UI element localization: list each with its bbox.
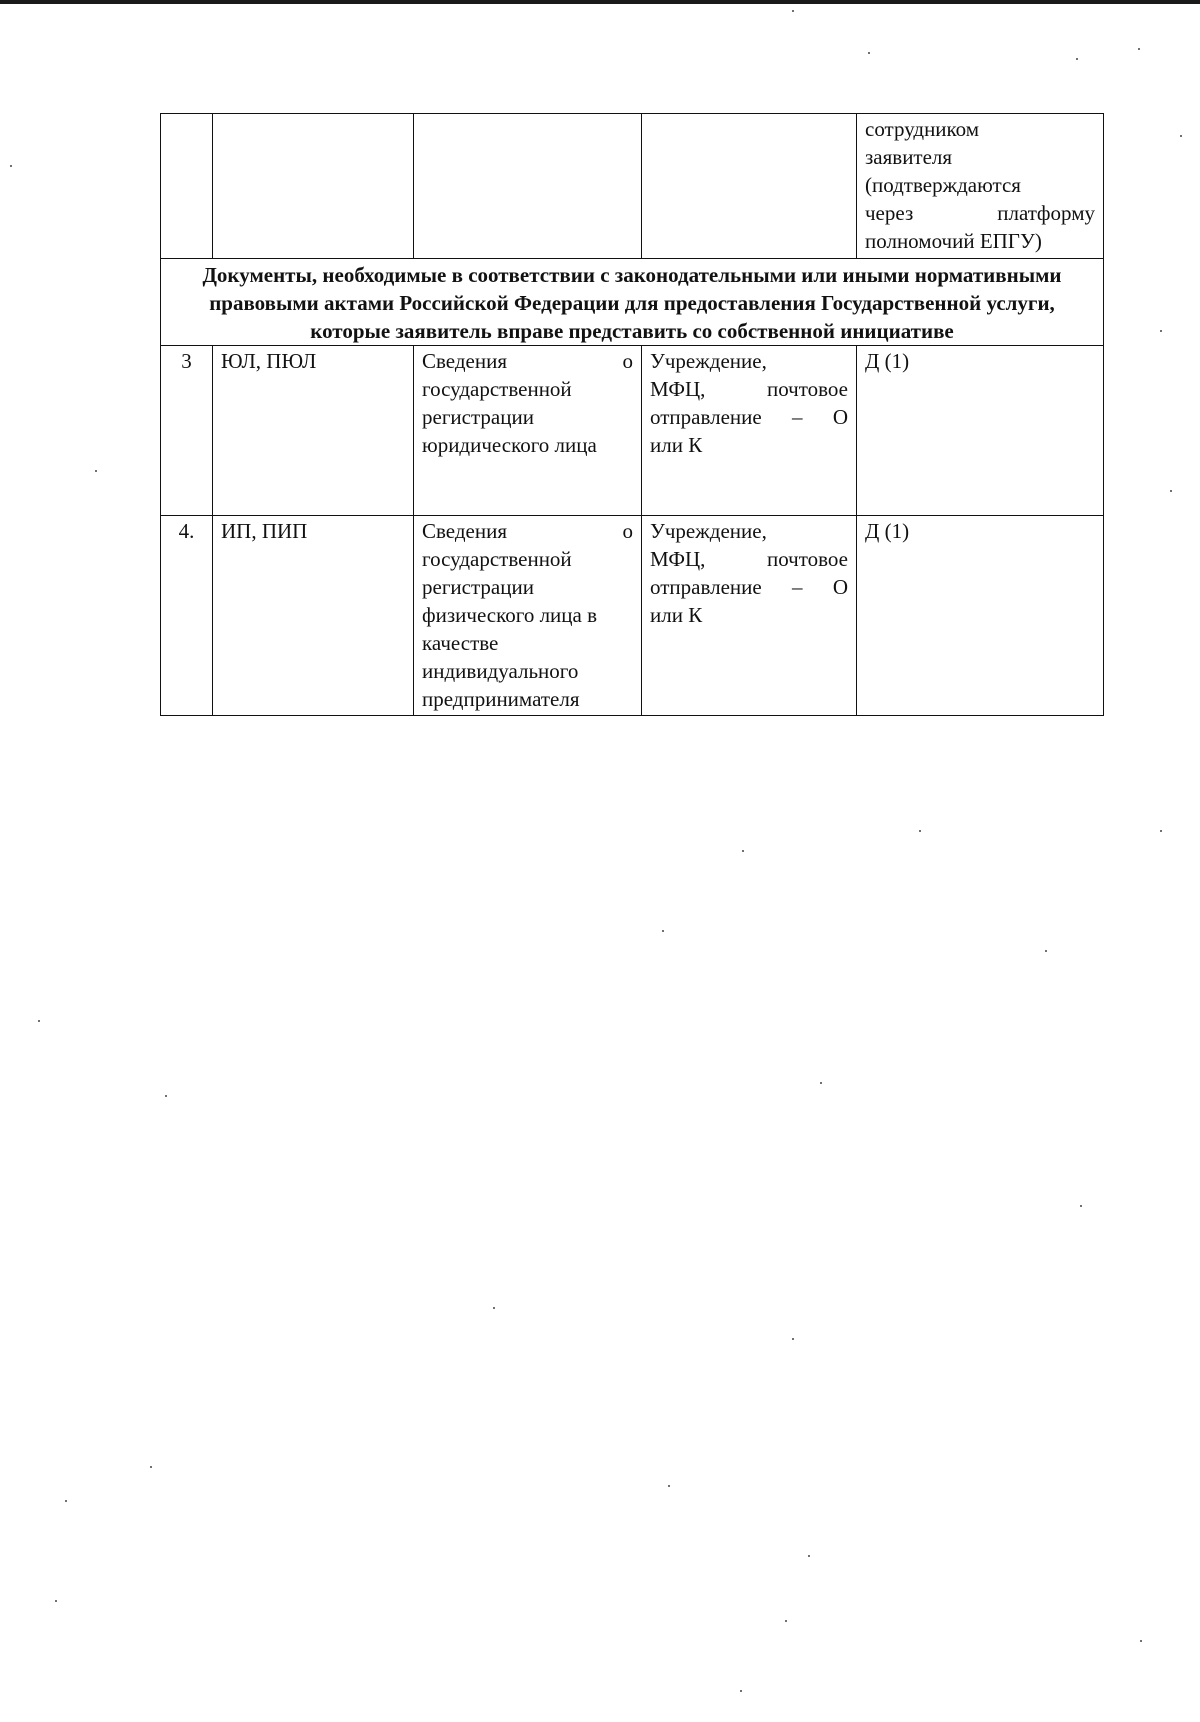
note-line: заявителя — [865, 145, 953, 169]
continuation-row — [161, 114, 1104, 259]
table-row — [161, 346, 1104, 516]
channel-cell — [642, 516, 857, 716]
document-cell — [414, 114, 642, 259]
section-heading: Документы, необходимые в соответствии с законодательными или иными нормативными правовыми актами Российской Федерации для предоставления Государственной услуги, которые заявитель вправе представить со собственной инициативе — [161, 259, 1104, 346]
document-line: физического лица в — [422, 603, 598, 627]
channel-cell — [642, 114, 857, 259]
note-cell: Д (1) — [857, 346, 1104, 516]
applicant-cell — [213, 114, 414, 259]
note-line: полномочий ЕПГУ) — [865, 229, 1042, 253]
channel-line: МФЦ, почтовое — [650, 547, 848, 571]
channel-line: МФЦ, почтовое — [650, 377, 848, 401]
note-cell — [857, 114, 1104, 259]
note-cell: Д (1) — [857, 516, 1104, 716]
document-cell — [414, 346, 642, 516]
scan-top-edge — [0, 0, 1200, 4]
channel-line: отправление – О — [650, 405, 848, 429]
document-line: Сведения о — [422, 349, 633, 373]
row-number-cell: 3 — [161, 346, 213, 516]
channel-line: Учреждение, — [650, 519, 767, 543]
table-row — [161, 516, 1104, 716]
document-line: регистрации — [422, 405, 534, 429]
channel-line: или К — [650, 433, 703, 457]
channel-line: Учреждение, — [650, 349, 767, 373]
document-cell — [414, 516, 642, 716]
section-heading-row — [161, 259, 1104, 346]
document-line: Сведения о — [422, 519, 633, 543]
document-line: государственной — [422, 377, 572, 401]
applicant-cell: ЮЛ, ПЮЛ — [213, 346, 414, 516]
row-number-cell: 4. — [161, 516, 213, 716]
channel-line: или К — [650, 603, 703, 627]
document-line: регистрации — [422, 575, 534, 599]
document-line: индивидуального — [422, 659, 579, 683]
channel-cell — [642, 346, 857, 516]
document-line: предпринимателя — [422, 687, 580, 711]
document-line: качестве — [422, 631, 499, 655]
document-line: юридического лица — [422, 433, 597, 457]
note-line: через платформу — [865, 201, 1095, 225]
documents-table — [160, 113, 1104, 716]
note-line: сотрудником — [865, 117, 980, 141]
document-line: государственной — [422, 547, 572, 571]
applicant-cell: ИП, ПИП — [213, 516, 414, 716]
channel-line: отправление – О — [650, 575, 848, 599]
note-line: (подтверждаются — [865, 173, 1021, 197]
row-number-cell — [161, 114, 213, 259]
